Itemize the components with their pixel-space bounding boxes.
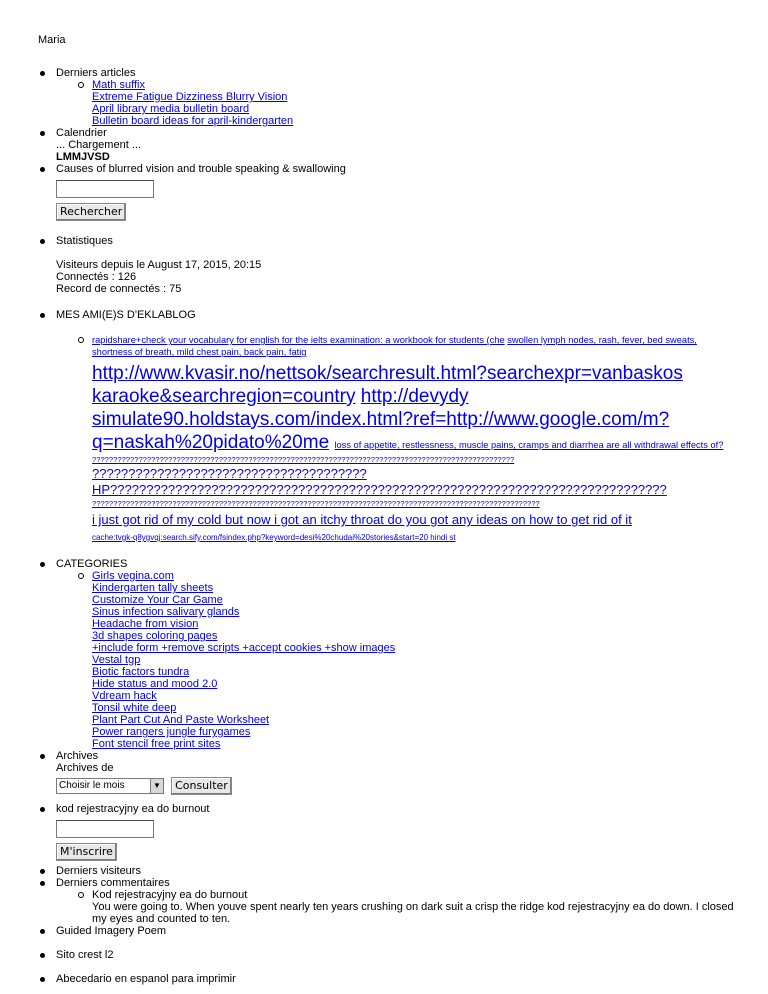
stats-title: Statistiques bbox=[56, 235, 113, 247]
widget-categories bbox=[56, 558, 736, 750]
category-link[interactable]: 3d shapes coloring pages bbox=[92, 630, 218, 642]
calendar-loading: ... Chargement ... bbox=[56, 139, 141, 151]
comments-title: Derniers commentaires bbox=[56, 877, 170, 889]
friends-list bbox=[56, 334, 736, 544]
archives-title: Archives bbox=[56, 750, 99, 762]
comment-text: You were going to. When youve spent nearly ten years crushing on dark suit a crisp the ridge kod rejestracyjny ea do down. I closed my eyes and counted to ten. bbox=[92, 901, 734, 925]
stats-since: Visiteurs depuis le August 17, 2015, 20:15 bbox=[56, 259, 262, 271]
archives-select-value: Choisir le mois bbox=[59, 780, 125, 791]
category-link[interactable]: Sinus infection salivary glands bbox=[92, 606, 240, 618]
widget-stats bbox=[56, 235, 736, 309]
category-link[interactable]: Tonsil white deep bbox=[92, 702, 177, 714]
chevron-down-icon[interactable]: ▼ bbox=[150, 779, 163, 793]
sidebar-widgets bbox=[56, 67, 736, 985]
widget-search bbox=[56, 163, 736, 235]
comments-list bbox=[56, 889, 736, 925]
archives-month-select[interactable] bbox=[56, 778, 164, 794]
stats-body bbox=[56, 247, 736, 295]
widget-title: Sito crest l2 bbox=[56, 949, 114, 961]
search-button[interactable]: Rechercher bbox=[56, 203, 126, 221]
archives-submit-button[interactable]: Consulter bbox=[171, 777, 232, 795]
category-link[interactable]: Power rangers jungle furygames bbox=[92, 726, 251, 738]
category-link[interactable]: Vdream hack bbox=[92, 690, 157, 702]
widget-title: Guided Imagery Poem bbox=[56, 925, 167, 937]
recent-articles-title: Derniers articles bbox=[56, 67, 136, 79]
friend-link[interactable]: rapidshare+check your vocabulary for english for the ielts examination: a workbook for students (che bbox=[92, 335, 505, 345]
widget-newsletter bbox=[56, 803, 736, 865]
list-item bbox=[92, 889, 736, 925]
stats-record: Record de connectés : 75 bbox=[56, 283, 182, 295]
friends-title: MES AMI(E)S D'EKLABLOG bbox=[56, 309, 196, 321]
categories-title: CATEGORIES bbox=[56, 558, 128, 570]
widget-sito-crest bbox=[56, 949, 736, 973]
comment-title: Kod rejestracyjny ea do burnout bbox=[92, 889, 248, 901]
widget-comments bbox=[56, 877, 736, 925]
category-link[interactable]: Hide status and mood 2.0 bbox=[92, 678, 218, 690]
friend-link[interactable]: HP????????????????????????????????????????????????????????????????????????????? bbox=[92, 482, 667, 497]
category-link[interactable]: Customize Your Car Game bbox=[92, 594, 223, 606]
friend-link[interactable]: ???????????????????????????????????????????????????????????????????????????????????????????????????? bbox=[92, 455, 515, 464]
category-link[interactable]: Vestal tgp bbox=[92, 654, 141, 666]
category-link[interactable]: Biotic factors tundra bbox=[92, 666, 190, 678]
widget-abecedario bbox=[56, 973, 736, 985]
widget-archives bbox=[56, 750, 736, 803]
category-link[interactable]: Girls vegina.com bbox=[92, 570, 174, 582]
archives-label: Archives de bbox=[56, 762, 114, 774]
calendar-days: LMMJVSD bbox=[56, 151, 110, 163]
category-link[interactable]: +include form +remove scripts +accept cookies +show images bbox=[92, 642, 396, 654]
email-field[interactable] bbox=[56, 820, 154, 838]
friend-link[interactable]: http://devydy simulate90.holdstays.com/index.html?ref=http://www.google.com/m?q=naskah%20pidato%20me bbox=[92, 386, 670, 453]
category-link[interactable]: Plant Part Cut And Paste Worksheet bbox=[92, 714, 270, 726]
widget-friends bbox=[56, 309, 736, 558]
category-link[interactable]: Kindergarten tally sheets bbox=[92, 582, 214, 594]
friend-link[interactable]: http://www.kvasir.no/nettsok/searchresult.html?searchexpr=vanbaskos karaoke&searchregion=country bbox=[92, 363, 683, 407]
recent-articles-list bbox=[56, 79, 736, 127]
friend-link[interactable]: cache:tvgk-q8ygvqj:search.sify.com/fsindex.php?keyword=desi%20chudai%20stories&start=20 hindi st bbox=[92, 533, 456, 542]
visitors-title: Derniers visiteurs bbox=[56, 865, 141, 877]
author-name: Maria bbox=[38, 34, 66, 46]
list-item bbox=[92, 79, 736, 127]
friend-link[interactable]: swollen lymph nodes, rash, fever, bed sweats, shortness of breath, mild chest pain, back pain, fatig bbox=[92, 335, 697, 357]
article-link[interactable]: April library media bulletin board bbox=[92, 103, 250, 115]
friend-link[interactable]: loss of appetite, restlessness, muscle pains, cramps and diarrhea are all withdrawal effects of? bbox=[334, 440, 724, 450]
widget-guided-imagery bbox=[56, 925, 736, 949]
list-item bbox=[92, 570, 736, 750]
friend-link[interactable]: i just got rid of my cold but now i got an itchy throat do you got any ideas on how to get rid of it bbox=[92, 512, 632, 527]
widget-recent-articles bbox=[56, 67, 736, 127]
widget-calendar bbox=[56, 127, 736, 163]
stats-connected: Connectés : 126 bbox=[56, 271, 137, 283]
widget-title: Abecedario en espanol para imprimir bbox=[56, 973, 236, 985]
search-title: Causes of blurred vision and trouble speaking & swallowing bbox=[56, 163, 346, 175]
category-link[interactable]: Font stencil free print sites bbox=[92, 738, 221, 750]
subscribe-button[interactable]: M'inscrire bbox=[56, 843, 117, 861]
widget-visitors bbox=[56, 865, 736, 877]
article-link[interactable]: Bulletin board ideas for april-kindergarten bbox=[92, 115, 294, 127]
friend-link[interactable]: ?????????????????????????????????????????????????????????????????????????????????????????????????????????? bbox=[92, 499, 540, 508]
article-link[interactable]: Math suffix bbox=[92, 79, 145, 91]
newsletter-title: kod rejestracyjny ea do burnout bbox=[56, 803, 210, 815]
category-link[interactable]: Headache from vision bbox=[92, 618, 199, 630]
article-link[interactable]: Extreme Fatigue Dizziness Blurry Vision bbox=[92, 91, 288, 103]
list-item bbox=[92, 334, 736, 544]
search-input[interactable] bbox=[56, 180, 154, 198]
friend-link[interactable]: ?????????????????????????????????????? bbox=[92, 466, 367, 481]
categories-list bbox=[56, 570, 736, 750]
calendar-title: Calendrier bbox=[56, 127, 107, 139]
